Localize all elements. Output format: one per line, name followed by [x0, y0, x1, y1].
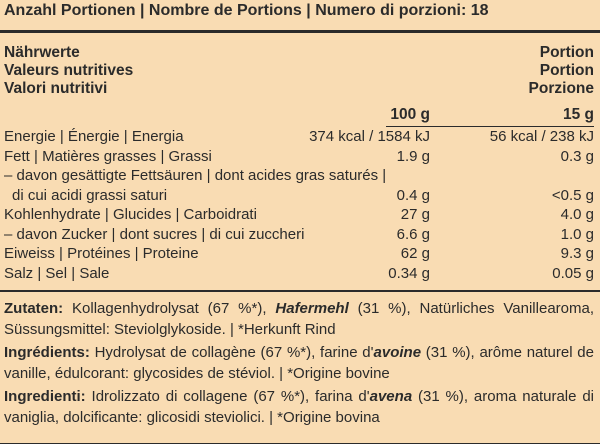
nutrient-value-100g: 374 kcal / 1584 kJ	[309, 128, 430, 145]
nutrient-value-100g: 6.6 g	[396, 225, 430, 243]
column-serving: 15 g	[562, 106, 594, 123]
nutrient-value-serving: 4.0 g	[560, 206, 594, 223]
nutrient-value-serving: 56 kcal / 238 kJ	[489, 128, 594, 145]
header-row-fr	[4, 62, 594, 80]
header-serving-de: Portion	[539, 44, 594, 61]
nutrient-label: Energie | Énergie | Energia	[4, 128, 184, 145]
ingredients-section	[4, 298, 594, 430]
nutrient-value-100g: 1.9 g	[396, 147, 430, 165]
header-label-fr: Valeurs nutritives	[4, 62, 134, 79]
header-label-it: Valori nutritivi	[4, 80, 108, 97]
nutrient-row	[4, 166, 594, 205]
ingredients-allergen-it: avena	[369, 388, 413, 405]
nutrient-row	[4, 127, 594, 147]
nutrient-label: Fett | Matières grasses | Grassi	[4, 147, 212, 165]
ingredients-text-fr-post: (31 %), arôme naturel de vanille, édulcorant: glycosides de stéviol. | *Origine bovine	[4, 344, 594, 382]
ingredients-title-it: Ingredienti:	[4, 388, 86, 405]
header-label-de: Nährwerte	[4, 44, 80, 61]
ingredients-title-fr: Ingrédients:	[4, 344, 90, 361]
ingredients-de	[4, 298, 594, 340]
nutrient-label-line2: di cui acidi grassi saturi	[12, 186, 168, 204]
column-headers	[4, 106, 594, 124]
ingredients-it	[4, 386, 594, 428]
nutrient-table	[4, 127, 594, 283]
ingredients-allergen-fr: avoine	[373, 344, 422, 361]
nutrient-row	[4, 244, 594, 264]
nutrient-label: Eiweiss | Protéines | Proteine	[4, 245, 199, 262]
top-divider	[0, 30, 600, 33]
nutrition-header	[4, 44, 594, 98]
nutrient-value-100g: 27 g	[400, 206, 430, 223]
ingredients-text-it-post: (31 %), aroma naturale di vaniglia, dolcificante: glicosidi steviolici. | *Origine bovina	[4, 388, 594, 426]
nutrient-value-serving: 0.3 g	[560, 147, 594, 165]
nutrient-row	[4, 225, 594, 245]
nutrient-label: – davon Zucker | dont sucres | di cui zuccheri	[4, 225, 305, 243]
header-row-it	[4, 80, 594, 98]
nutrient-value-serving: <0.5 g	[551, 186, 594, 204]
column-100g: 100 g	[390, 106, 430, 123]
servings-heading: Anzahl Portionen | Nombre de Portions | Numero di porzioni: 18	[4, 2, 489, 19]
nutrient-row	[4, 205, 594, 225]
nutrient-value-serving: 9.3 g	[560, 245, 594, 262]
header-serving-fr: Portion	[539, 62, 594, 79]
nutrient-label: Salz | Sel | Sale	[4, 264, 110, 282]
ingredients-allergen-de: Hafermehl	[275, 300, 349, 317]
ingredients-text-fr-pre: Hydrolysat de collagène (67 %*), farine d'	[89, 344, 374, 361]
ingredients-text-it-pre: Idrolizzato di collagene (67 %*), farina d'	[85, 388, 370, 405]
nutrient-value-100g: 62 g	[400, 245, 430, 262]
header-serving-it: Porzione	[528, 80, 594, 97]
nutrient-row	[4, 264, 594, 284]
nutrient-row	[4, 147, 594, 167]
nutrient-label: Kohlenhydrate | Glucides | Carboidrati	[4, 206, 257, 223]
nutrient-label	[4, 166, 386, 205]
ingredients-text-de-pre: Kollagenhydrolysat (67 %*),	[63, 300, 276, 317]
nutrient-label-line1: – davon gesättigte Fettsäuren | dont acides gras saturés |	[4, 167, 387, 184]
middle-divider	[0, 290, 600, 292]
ingredients-text-de-post: (31 %), Natürliches Vanillearoma, Süssungsmittel: Steviolglykoside. | *Herkunft Rind	[4, 300, 595, 338]
nutrient-value-100g: 0.34 g	[388, 264, 430, 282]
ingredients-fr	[4, 342, 594, 384]
header-row-de	[4, 44, 594, 62]
ingredients-title-de: Zutaten:	[4, 300, 64, 317]
nutrient-value-serving: 1.0 g	[560, 225, 594, 243]
nutrient-value-serving: 0.05 g	[552, 264, 594, 282]
nutrient-value-100g: 0.4 g	[396, 186, 430, 204]
